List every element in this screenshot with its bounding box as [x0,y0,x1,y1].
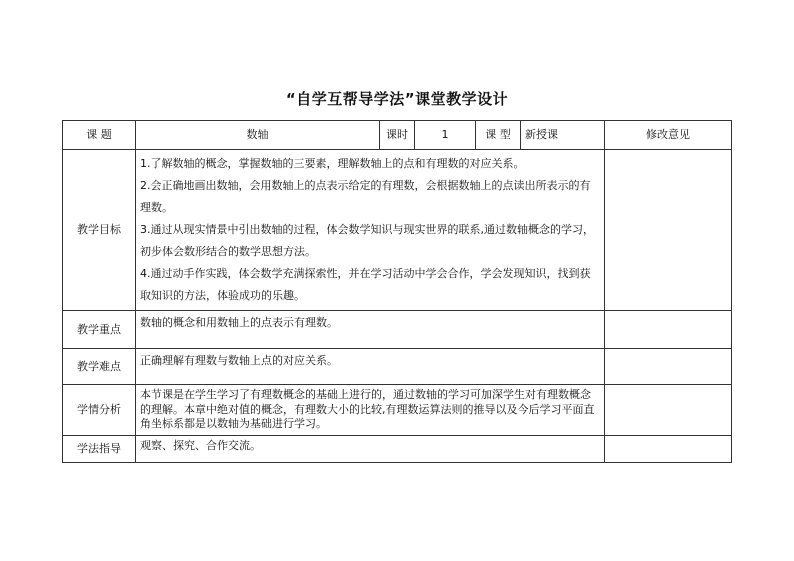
method-content [136,435,605,462]
method-revision[interactable] [605,435,732,462]
type-label: 课 型 [476,121,521,150]
method-row [63,435,732,462]
period-label: 课时 [380,121,415,150]
header-row [63,121,732,150]
revision-label: 修改意见 [605,121,732,150]
key-point-row [63,311,732,349]
analysis-line: 本节课是在学生学习了有理数概念的基础上进行的，通过数轴的学习可加深学生对有理数概念 [140,388,591,401]
analysis-line: 角坐标系都是以数轴为基础进行学习。 [140,417,327,430]
type-value: 新授课 [521,121,605,150]
analysis-row [63,385,732,436]
objectives-content [136,150,605,311]
objective-line: 取知识的方法，体验成功的乐趣。 [140,289,305,302]
difficulty-text: 正确理解有理数与数轴上点的对应关系。 [140,354,338,367]
objective-line: 1.了解数轴的概念，掌握数轴的三要素，理解数轴上的点和有理数的对应关系。 [140,157,525,170]
difficulty-row [63,349,732,385]
key-point-label: 教学重点 [63,311,136,349]
objectives-label: 教学目标 [63,150,136,311]
analysis-revision[interactable] [605,385,732,436]
objective-line: 初步体会数形结合的数学思想方法。 [140,245,316,258]
document-title: “自学互帮导学法”课堂教学设计 [285,90,509,108]
difficulty-revision[interactable] [605,349,732,385]
topic-value: 数轴 [136,121,380,150]
objective-line: 3.通过从现实情景中引出数轴的过程，体会数学知识与现实世界的联系,通过数轴概念的学习， [140,223,594,236]
key-point-revision[interactable] [605,311,732,349]
lesson-plan-table [62,120,732,463]
objective-line: 4.通过动手作实践，体会数学充满探索性，并在学习活动中学会合作，学会发现知识，找到获 [140,267,591,280]
difficulty-content [136,349,605,385]
period-value: 1 [415,121,476,150]
key-point-content [136,311,605,349]
method-label: 学法指导 [63,435,136,462]
objectives-row [63,150,732,311]
method-text: 观察、探究、合作交流。 [140,438,261,452]
analysis-label: 学情分析 [63,385,136,436]
objectives-revision[interactable] [605,150,732,311]
objective-line: 理数。 [140,201,173,214]
key-point-text: 数轴的概念和用数轴上的点表示有理数。 [140,316,338,329]
analysis-line: 的理解。本章中绝对值的概念，有理数大小的比较,有理数运算法则的推导以及今后学习平面直 [140,402,595,416]
difficulty-label: 教学难点 [63,349,136,385]
objective-line: 2.会正确地画出数轴，会用数轴上的点表示给定的有理数，会根据数轴上的点读出所表示的有 [140,179,591,192]
analysis-content [136,385,605,436]
topic-label: 课 题 [63,121,136,150]
